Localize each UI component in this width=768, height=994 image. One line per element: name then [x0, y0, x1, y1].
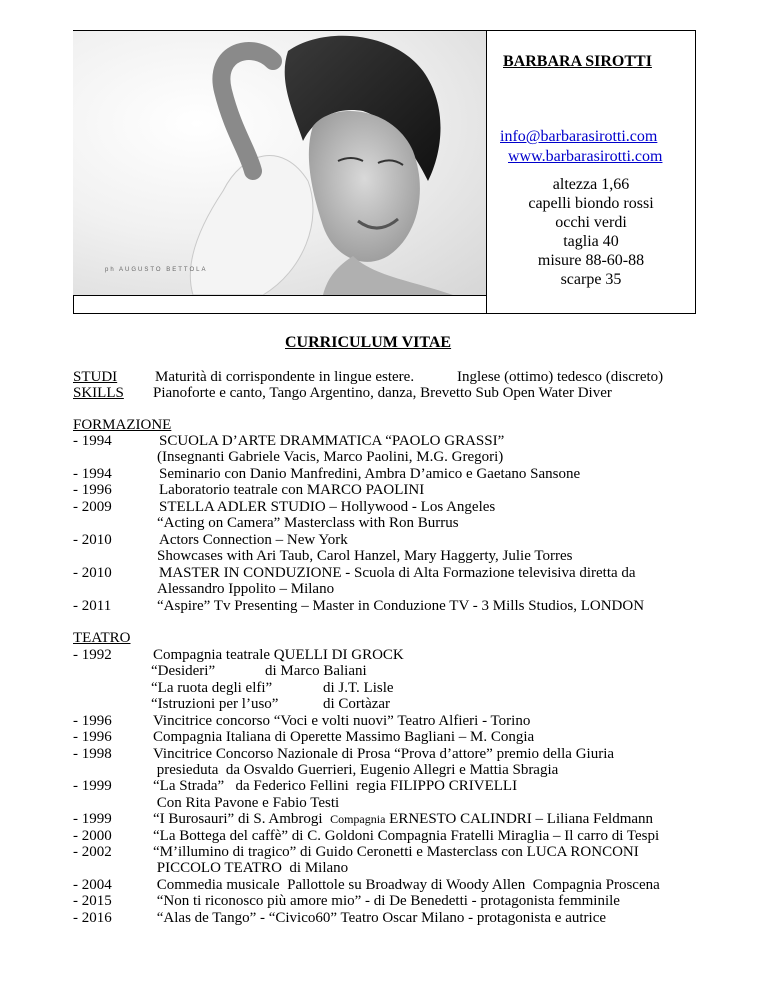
teatro-year: - 1999 [73, 811, 112, 827]
photo-credit: ph AUGUSTO BETTOLA [105, 267, 208, 273]
teatro-compagnia: Compagnia teatrale QUELLI DI GROCK [153, 647, 404, 663]
teatro-work-author: di Marco Baliani [265, 663, 367, 679]
teatro-text-part: “I Burosauri” di S. Ambrogi [153, 811, 331, 827]
formazione-text: Seminario con Danio Manfredini, Ambra D’amico e Gaetano Sansone [159, 466, 581, 482]
stat-measurements: misure 88-60-88 [537, 252, 645, 269]
studi-text-a: Maturità di corrispondente in lingue estere. [155, 369, 415, 385]
teatro-text-small: Compagnia [330, 812, 386, 826]
formazione-year: - 1994 [73, 433, 112, 449]
teatro-work-title: “Istruzioni per l’uso” [151, 696, 279, 712]
teatro-text: Compagnia Italiana di Operette Massimo Bagliani – M. Congia [153, 729, 535, 745]
teatro-text: PICCOLO TEATRO di Milano [153, 860, 349, 876]
teatro-text: Vincitrice concorso “Voci e volti nuovi” Teatro Alfieri - Torino [153, 713, 531, 729]
teatro-text: presieduta da Osvaldo Guerrieri, Eugenio Allegri e Mattia Sbragia [153, 762, 559, 778]
studi-label: STUDI [73, 369, 118, 385]
stat-hair: capelli biondo rossi [528, 195, 654, 212]
website-link[interactable]: www.barbarasirotti.com [508, 148, 663, 165]
stat-eyes: occhi verdi [555, 214, 627, 231]
teatro-year: - 2015 [73, 893, 112, 909]
portrait-illustration [73, 31, 486, 295]
teatro-year: - 2004 [73, 877, 112, 893]
formazione-text: Alessandro Ippolito – Milano [157, 581, 335, 597]
teatro-work-title: “La ruota degli elfi” [151, 680, 273, 696]
formazione-year: - 2011 [73, 598, 112, 614]
studi-text-b: Inglese (ottimo) tedesco (discreto) [457, 369, 664, 385]
formazione-text: MASTER IN CONDUZIONE - Scuola di Alta Formazione televisiva diretta da [159, 565, 636, 581]
formazione-text: “Acting on Camera” Masterclass with Ron Burrus [157, 515, 459, 531]
stat-shoes: scarpe 35 [560, 271, 622, 288]
teatro-year: - 2000 [73, 828, 112, 844]
stat-size: taglia 40 [563, 233, 619, 250]
teatro-text [153, 811, 653, 828]
formazione-text: Showcases with Ari Taub, Carol Hanzel, Mary Haggerty, Julie Torres [157, 548, 573, 564]
teatro-year: - 1996 [73, 713, 112, 729]
formazione-text: Actors Connection – New York [159, 532, 348, 548]
teatro-year: - 1992 [73, 647, 112, 663]
stat-height: altezza 1,66 [552, 176, 630, 193]
formazione-text: (Insegnanti Gabriele Vacis, Marco Paolini, M.G. Gregori) [157, 449, 504, 465]
photo-bottom-line [73, 295, 486, 296]
formazione-heading: FORMAZIONE [73, 417, 172, 433]
teatro-work-author: di J.T. Lisle [323, 680, 394, 696]
formazione-text: STELLA ADLER STUDIO – Hollywood - Los Angeles [159, 499, 496, 515]
portrait-photo [73, 31, 486, 295]
formazione-text: “Aspire” Tv Presenting – Master in Conduzione TV - 3 Mills Studios, LONDON [157, 598, 645, 614]
teatro-text-part: ERNESTO CALINDRI – Liliana Feldmann [385, 811, 654, 827]
teatro-year: - 2016 [73, 910, 112, 926]
teatro-year: - 1996 [73, 729, 112, 745]
teatro-text: Con Rita Pavone e Fabio Testi [153, 795, 340, 811]
teatro-text: Vincitrice Concorso Nazionale di Prosa “Prova d’attore” premio della Giuria [153, 746, 615, 762]
teatro-year: - 1998 [73, 746, 112, 762]
formazione-year: - 2009 [73, 499, 112, 515]
teatro-text: Commedia musicale Pallottole su Broadway di Woody Allen Compagnia Proscena [153, 877, 660, 893]
teatro-year: - 1999 [73, 778, 112, 794]
teatro-text: “Alas de Tango” - “Civico60” Teatro Oscar Milano - protagonista e autrice [153, 910, 607, 926]
formazione-year: - 1994 [73, 466, 112, 482]
stats-list [487, 175, 695, 289]
teatro-text: “Non ti riconosco più amore mio” - di De Benedetti - protagonista femminile [153, 893, 620, 909]
person-name: BARBARA SIROTTI [503, 53, 652, 70]
teatro-work-author: di Cortàzar [323, 696, 391, 712]
formazione-year: - 2010 [73, 532, 112, 548]
formazione-year: - 2010 [73, 565, 112, 581]
teatro-text: “La Bottega del caffè” di C. Goldoni Compagnia Fratelli Miraglia – Il carro di Tespi [153, 828, 660, 844]
teatro-heading: TEATRO [73, 630, 131, 646]
formazione-text: Laboratorio teatrale con MARCO PAOLINI [159, 482, 425, 498]
skills-text: Pianoforte e canto, Tango Argentino, danza, Brevetto Sub Open Water Diver [153, 385, 612, 401]
skills-label: SKILLS [73, 385, 124, 401]
teatro-text: “La Strada” da Federico Fellini regia FILIPPO CRIVELLI [153, 778, 518, 794]
formazione-year: - 1996 [73, 482, 112, 498]
formazione-text: SCUOLA D’ARTE DRAMMATICA “PAOLO GRASSI” [159, 433, 505, 449]
page-title: CURRICULUM VITAE [285, 334, 452, 351]
email-link[interactable]: info@barbarasirotti.com [500, 128, 658, 145]
teatro-year: - 2002 [73, 844, 112, 860]
teatro-work-title: “Desideri” [151, 663, 216, 679]
teatro-text: “M’illumino di tragico” di Guido Ceronetti e Masterclass con LUCA RONCONI [153, 844, 639, 860]
